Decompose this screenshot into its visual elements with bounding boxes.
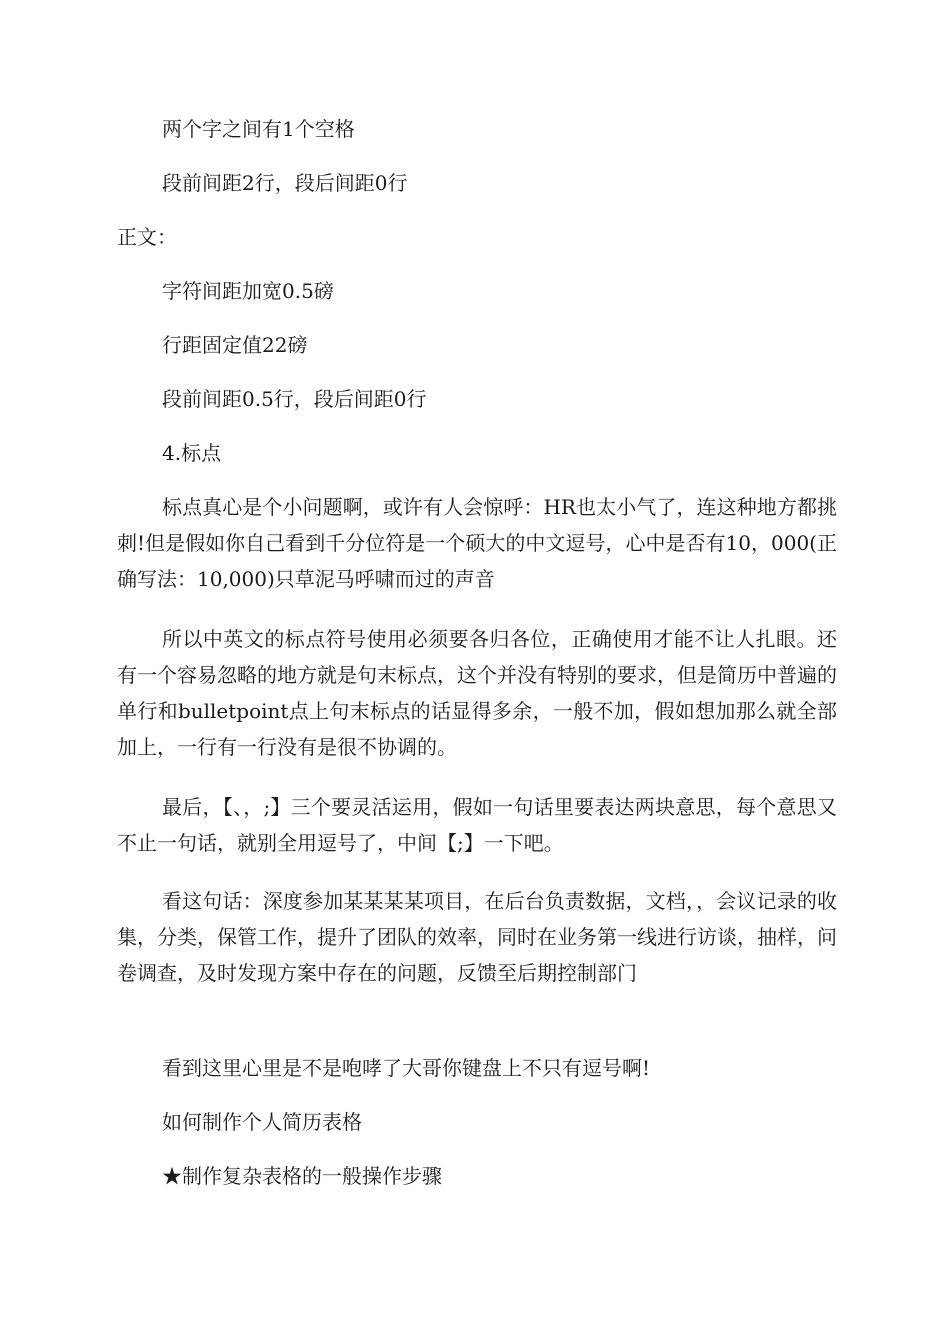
text-line-comma-joke: 看到这里心里是不是咆哮了大哥你键盘上不只有逗号啊!	[162, 1056, 651, 1080]
paragraph-example-sentence: 看这句话：深度参加某某某某项目，在后台负责数据，文档，，会议记录的收集，分类，保管工作，提升了团队的效率，同时在业务第一线进行访谈，抽样，问卷调查，及时发现方案中存在的问题，反馈至后期控制部门	[117, 889, 837, 985]
section-heading-punctuation: 4.标点	[162, 441, 222, 465]
section-heading-resume-table: 如何制作个人简历表格	[162, 1110, 362, 1134]
paragraph-punctuation-rules: 所以中英文的标点符号使用必须要各归各位，正确使用才能不让人扎眼。还有一个容易忽略的地方就是句末标点，这个并没有特别的要求，但是简历中普遍的单行和bulletpoint点上句末标点的话显得多余，一般不加，假如想加那么就全部加上，一行有一行没有是很不协调的。	[117, 627, 837, 759]
section-heading-table-steps: ★制作复杂表格的一般操作步骤	[162, 1164, 442, 1188]
text-line-body-paragraph-spacing: 段前间距0.5行，段后间距0行	[162, 387, 427, 411]
text-line-line-spacing: 行距固定值22磅	[162, 333, 308, 357]
paragraph-punctuation-intro: 标点真心是个小问题啊，或许有人会惊呼：HR也太小气了，连这种地方都挑刺!但是假如你自己看到千分位符是一个硕大的中文逗号，心中是否有10，000(正确写法：10,000)只草泥马呼啸而过的声音	[117, 495, 837, 591]
text-line-char-spacing: 字符间距加宽0.5磅	[162, 279, 334, 303]
text-line-spacing-note: 两个字之间有1个空格	[162, 117, 355, 141]
section-label-body: 正文：	[117, 225, 177, 249]
text-line-paragraph-spacing: 段前间距2行，段后间距0行	[162, 171, 408, 195]
paragraph-semicolon-usage: 最后，【、，;】三个要灵活运用，假如一句话里要表达两块意思，每个意思又不止一句话，就别全用逗号了，中间【;】一下吧。	[117, 795, 837, 855]
